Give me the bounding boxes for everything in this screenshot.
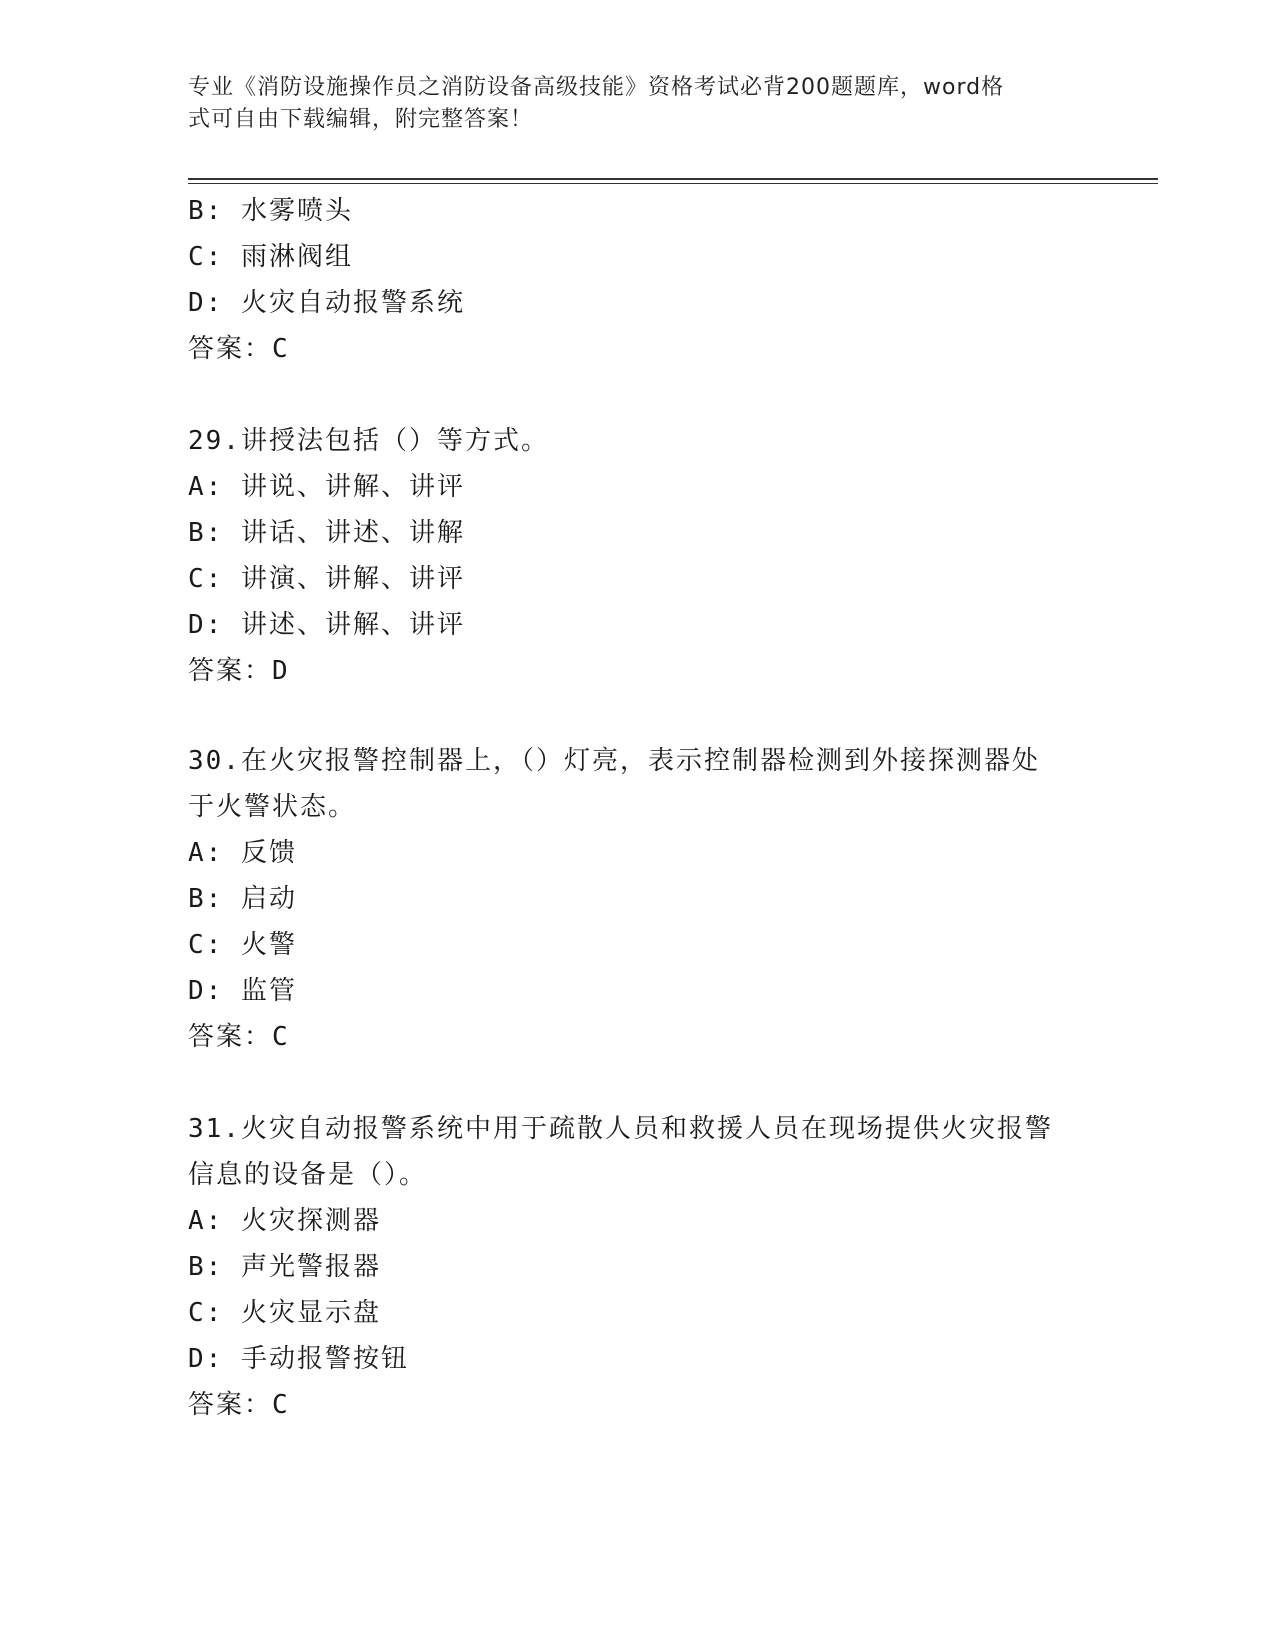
header-line-2: 式可自由下载编辑，附完整答案！: [188, 107, 534, 132]
q30-option-a: A: 反馈: [188, 838, 297, 868]
answer-label: 答案：: [188, 656, 273, 686]
q28-option-c: C: 雨淋阀组: [188, 242, 353, 272]
q29-option-a: A: 讲说、讲解、讲评: [188, 472, 465, 502]
answer-value: C: [272, 1022, 290, 1052]
q30-option-d: D: 监管: [188, 976, 297, 1006]
q28-option-d: D: 火灾自动报警系统: [188, 288, 465, 318]
q31-option-d: D: 手动报警按钮: [188, 1344, 409, 1374]
q28-answer: [188, 332, 290, 366]
q31-answer: [188, 1388, 290, 1422]
header-divider-thin: [188, 183, 1158, 184]
q30-question-line-1: 30.在火灾报警控制器上，（）灯亮，表示控制器检测到外接探测器处: [188, 746, 1040, 776]
q29-option-b: B: 讲话、讲述、讲解: [188, 518, 465, 548]
q31-option-b: B: 声光警报器: [188, 1252, 381, 1282]
q30-option-c: C: 火警: [188, 930, 297, 960]
q30-question-line-2: 于火警状态。: [188, 792, 357, 822]
q31-option-c: C: 火灾显示盘: [188, 1298, 381, 1328]
header-line-1: 专业《消防设施操作员之消防设备高级技能》资格考试必背200题题库，word格: [188, 75, 1005, 100]
q29-question: 29.讲授法包括（）等方式。: [188, 426, 549, 456]
q28-option-b: B: 水雾喷头: [188, 196, 353, 226]
answer-value: D: [272, 656, 290, 686]
answer-label: 答案：: [188, 1022, 273, 1052]
q30-answer: [188, 1020, 290, 1054]
q30-option-b: B: 启动: [188, 884, 297, 914]
answer-label: 答案：: [188, 334, 273, 364]
document-header: [188, 72, 1068, 136]
q29-answer: [188, 654, 290, 688]
q29-option-c: C: 讲演、讲解、讲评: [188, 564, 465, 594]
answer-value: C: [272, 1390, 290, 1420]
header-divider-thick: [188, 178, 1158, 180]
q31-question-line-2: 信息的设备是（）。: [188, 1160, 428, 1190]
q31-option-a: A: 火灾探测器: [188, 1206, 381, 1236]
answer-value: C: [272, 334, 290, 364]
q31-question-line-1: 31.火灾自动报警系统中用于疏散人员和救援人员在现场提供火灾报警: [188, 1114, 1053, 1144]
q29-option-d: D: 讲述、讲解、讲评: [188, 610, 465, 640]
answer-label: 答案：: [188, 1390, 273, 1420]
